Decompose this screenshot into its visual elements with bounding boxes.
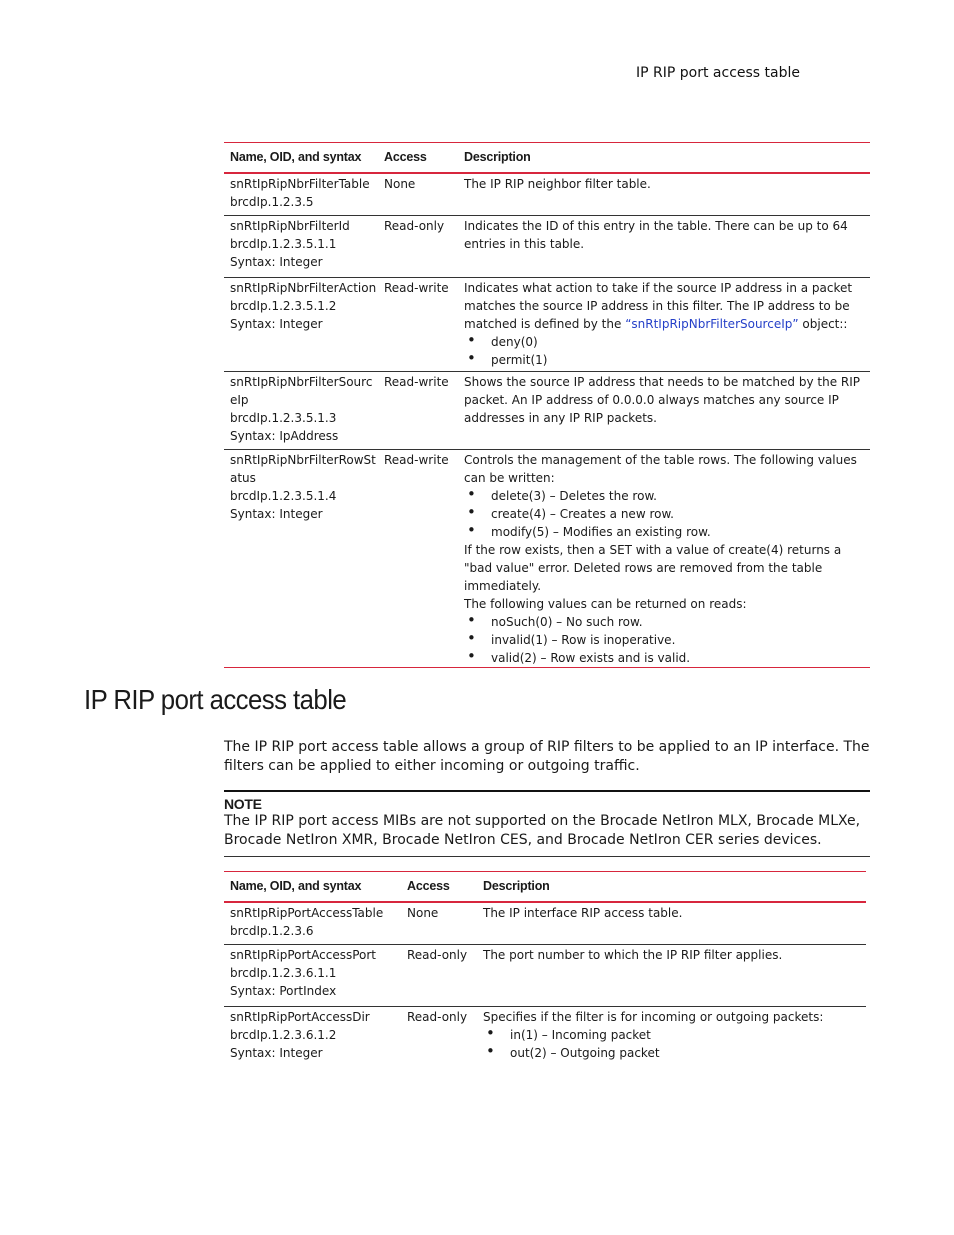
list-item: • create(4) – Creates a new row. <box>464 505 870 523</box>
description-text: Controls the management of the table rows. The following values can be written: <box>464 453 857 485</box>
name-cell <box>224 372 378 450</box>
description-cell: Indicates the ID of this entry in the table. There can be up to 64 entries in this table. <box>458 216 870 278</box>
table-header-row <box>224 872 866 902</box>
name-cell <box>224 173 378 216</box>
object-oid: brcdIp.1.2.3.5 <box>230 194 314 209</box>
note-box <box>224 790 870 857</box>
object-name: snRtIpRipPortAccessDir <box>230 1010 370 1024</box>
object-name: snRtIpRipNbrFilterRowStatus <box>230 453 376 485</box>
object-oid: brcdIp.1.2.3.5.1.2 <box>230 299 337 313</box>
column-header-name: Name, OID, and syntax <box>224 872 401 902</box>
list-item: • deny(0) <box>464 333 870 351</box>
description-cell: The IP RIP neighbor filter table. <box>458 173 870 216</box>
description-cell: The IP interface RIP access table. <box>477 902 866 945</box>
list-item: • out(2) – Outgoing packet <box>483 1044 866 1062</box>
name-cell <box>224 216 378 278</box>
writable-values-list <box>464 487 870 541</box>
list-item: • modify(5) – Modifies an existing row. <box>464 523 870 541</box>
object-syntax: Syntax: PortIndex <box>230 984 337 998</box>
note-text: The IP RIP port access MIBs are not supported on the Brocade NetIron MLX, Brocade MLXe, Brocade NetIron XMR, Brocade NetIron CES, and Brocade NetIron CER series devices. <box>224 813 861 848</box>
description-text-start: Indicates what action to take if the source IP address in a packet matches the source IP address in this filter. The IP address to be matched is defined by the <box>464 281 853 331</box>
table-row <box>224 902 866 945</box>
description-cell <box>477 1007 866 1069</box>
column-header-access: Access <box>378 143 458 173</box>
value-list <box>483 1026 866 1062</box>
object-oid: brcdIp.1.2.3.6.1.1 <box>230 966 337 980</box>
object-name: snRtIpRipNbrFilterId <box>230 219 350 233</box>
description-text: Specifies if the filter is for incoming or outgoing packets: <box>483 1010 824 1024</box>
description-cell: Shows the source IP address that needs to be matched by the RIP packet. An IP address of 0.0.0.0 always matches any source IP addresses in any IP RIP packets. <box>458 372 870 450</box>
note-title: NOTE <box>224 796 262 812</box>
table-row <box>224 450 870 668</box>
object-name: snRtIpRipNbrFilterSourceIp <box>230 375 373 407</box>
table-row <box>224 372 870 450</box>
object-name: snRtIpRipPortAccessTable <box>230 905 384 920</box>
description-text <box>464 279 870 333</box>
access-cell: Read-write <box>378 278 458 372</box>
list-item: • delete(3) – Deletes the row. <box>464 487 870 505</box>
access-cell: Read-only <box>378 216 458 278</box>
section-title: IP RIP port access table <box>84 684 347 715</box>
object-oid: brcdIp.1.2.3.6 <box>230 923 314 938</box>
read-values-list <box>464 613 870 667</box>
running-header: IP RIP port access table <box>636 65 801 81</box>
object-syntax: Syntax: Integer <box>230 1046 323 1060</box>
description-cell <box>458 450 870 668</box>
object-oid: brcdIp.1.2.3.5.1.4 <box>230 489 337 503</box>
list-item: • permit(1) <box>464 351 870 369</box>
description-cell <box>458 278 870 372</box>
source-ip-xref-link[interactable]: “snRtIpRipNbrFilterSourceIp” <box>625 317 799 331</box>
value-list <box>464 333 870 369</box>
table-row <box>224 216 870 278</box>
list-item: • noSuch(0) – No such row. <box>464 613 870 631</box>
list-item: • valid(2) – Row exists and is valid. <box>464 649 870 667</box>
list-item: • in(1) – Incoming packet <box>483 1026 866 1044</box>
nbr-filter-table <box>224 142 870 668</box>
name-cell <box>224 278 378 372</box>
object-syntax: Syntax: Integer <box>230 255 323 269</box>
object-syntax: Syntax: IpAddress <box>230 429 339 443</box>
name-cell <box>224 945 401 1007</box>
description-text: The following values can be returned on reads: <box>464 597 747 611</box>
description-text-end: object:: <box>798 317 848 331</box>
table-row <box>224 1007 866 1069</box>
table-row <box>224 278 870 372</box>
intro-paragraph: The IP RIP port access table allows a group of RIP filters to be applied to an IP interface. The filters can be applied to either incoming or outgoing traffic. <box>224 739 870 774</box>
column-header-description: Description <box>477 872 866 902</box>
table-row <box>224 173 870 216</box>
access-cell: Read-write <box>378 450 458 668</box>
name-cell <box>224 902 401 945</box>
object-oid: brcdIp.1.2.3.6.1.2 <box>230 1028 337 1042</box>
name-cell <box>224 1007 401 1069</box>
table-row <box>224 945 866 1007</box>
object-syntax: Syntax: Integer <box>230 317 323 331</box>
name-cell <box>224 450 378 668</box>
object-name: snRtIpRipNbrFilterAction <box>230 281 377 295</box>
column-header-description: Description <box>458 143 870 173</box>
table-header-row <box>224 143 870 173</box>
object-oid: brcdIp.1.2.3.5.1.3 <box>230 411 337 425</box>
column-header-access: Access <box>401 872 477 902</box>
object-name: snRtIpRipPortAccessPort <box>230 948 377 962</box>
port-access-table <box>224 871 866 1069</box>
object-name: snRtIpRipNbrFilterTable <box>230 176 370 191</box>
access-cell: Read-write <box>378 372 458 450</box>
access-cell: Read-only <box>407 1010 468 1024</box>
column-header-name: Name, OID, and syntax <box>224 143 378 173</box>
access-cell: Read-only <box>401 945 477 1007</box>
list-item: • invalid(1) – Row is inoperative. <box>464 631 870 649</box>
object-oid: brcdIp.1.2.3.5.1.1 <box>230 237 337 251</box>
access-cell: None <box>401 902 477 945</box>
description-text: If the row exists, then a SET with a value of create(4) returns a "bad value" error. Deleted rows are removed from the table immediately. <box>464 543 842 593</box>
object-syntax: Syntax: Integer <box>230 507 323 521</box>
access-cell: None <box>378 173 458 216</box>
description-cell: The port number to which the IP RIP filter applies. <box>477 945 866 1007</box>
